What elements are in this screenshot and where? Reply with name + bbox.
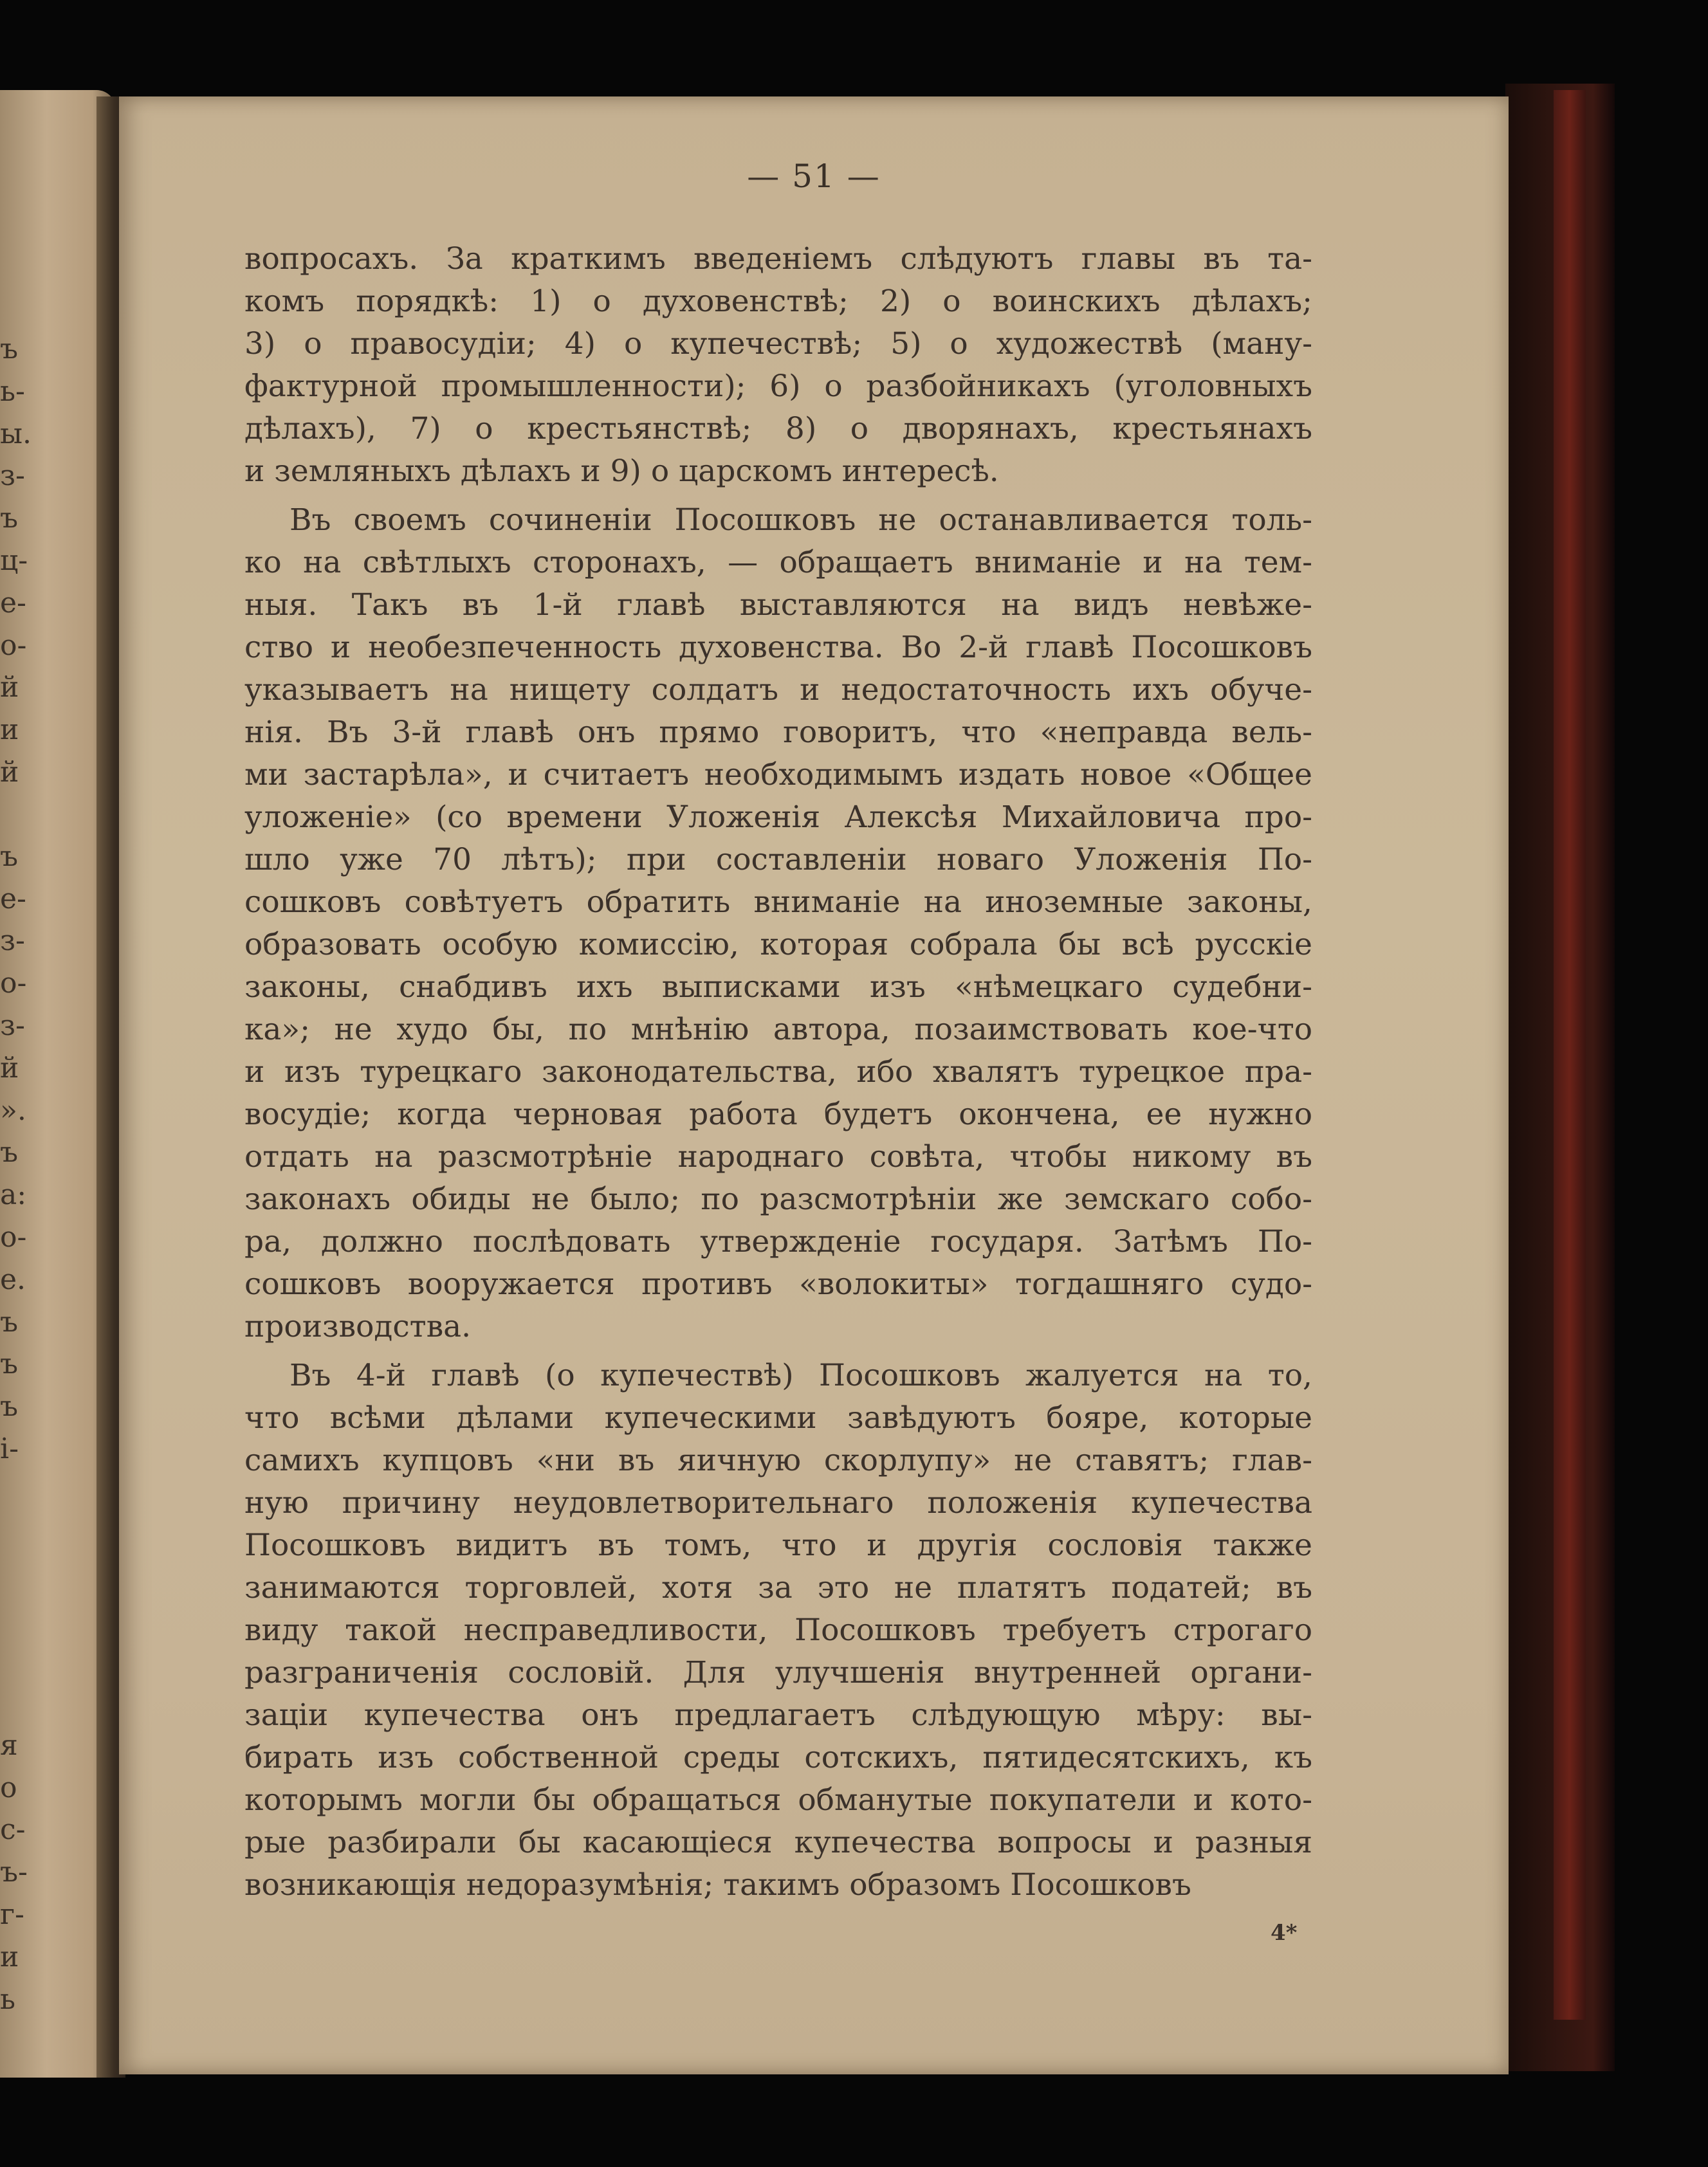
- previous-page-line-fragment: ъ: [0, 1348, 18, 1381]
- previous-page-line-fragment: о: [0, 1771, 17, 1804]
- previous-page-line-fragment: и: [0, 713, 19, 747]
- previous-page-line-fragment: ъ: [0, 1390, 18, 1423]
- previous-page-line-fragment: ъ: [0, 333, 18, 365]
- previous-page-line-fragment: г-: [0, 1897, 24, 1931]
- previous-page-line-fragment: и: [0, 1940, 19, 1973]
- text-line: что всѣми дѣлами купеческими завѣдуютъ бояре, которые: [244, 1400, 1312, 1436]
- previous-page-line-fragment: о-: [0, 967, 27, 1000]
- text-line: законахъ обиды не было; по разсмотрѣніи же земскаго собо-: [244, 1182, 1312, 1217]
- previous-page-line-fragment: й: [0, 671, 19, 704]
- previous-page-line-fragment: ъ-: [0, 1856, 28, 1889]
- previous-page-line-fragment: о-: [0, 1220, 27, 1254]
- text-line: фактурной промышленности); 6) о разбойникахъ (уголовныхъ: [244, 369, 1312, 404]
- text-line: 3) о правосудіи; 4) о купечествѣ; 5) о художествѣ (ману-: [244, 326, 1312, 361]
- text-line: сошковъ вооружается противъ «волокиты» тогдашняго судо-: [244, 1266, 1312, 1302]
- text-line: разграниченія сословій. Для улучшенія внутренней органи-: [244, 1655, 1312, 1690]
- text-line: заціи купечества онъ предлагаетъ слѣдующую мѣру: вы-: [244, 1697, 1312, 1733]
- previous-page-line-fragment: й: [0, 1051, 19, 1084]
- previous-page-line-fragment: ъ: [0, 1136, 18, 1169]
- previous-page-line-endings: [0, 328, 32, 2020]
- text-line: отдать на разсмотрѣніе народнаго совѣта, чтобы никому въ: [244, 1139, 1312, 1175]
- previous-page-line-fragment: з-: [0, 1009, 25, 1042]
- previous-page-line-fragment: с-: [0, 1813, 26, 1847]
- text-line: рые разбирали бы касающіеся купечества вопросы и разныя: [244, 1825, 1312, 1860]
- book-page: [119, 96, 1509, 2074]
- text-line: и изъ турецкаго законодательства, ибо хвалятъ турецкое пра-: [244, 1054, 1312, 1090]
- previous-page-line-fragment: е-: [0, 882, 26, 915]
- previous-page-line-fragment: з-: [0, 459, 25, 493]
- page-body-text: [244, 238, 1312, 1913]
- text-line: законы, снабдивъ ихъ выписками изъ «нѣмецкаго судебни-: [244, 969, 1312, 1005]
- text-line: восудіе; когда черновая работа будетъ окончена, ее нужно: [244, 1097, 1312, 1132]
- text-line: комъ порядкѣ: 1) о духовенствѣ; 2) о воинскихъ дѣлахъ;: [244, 284, 1312, 319]
- paragraph: [244, 238, 1312, 493]
- page-number: — 51 —: [747, 158, 881, 195]
- text-line: ство и необезпеченность духовенства. Во 2-й главѣ Посошковъ: [244, 630, 1312, 665]
- text-line: ко на свѣтлыхъ сторонахъ, — обращаетъ вниманіе и на тем-: [244, 545, 1312, 580]
- previous-page-line-fragment: ь-: [0, 374, 25, 408]
- previous-page-line-fragment: ъ: [0, 839, 18, 873]
- text-line: возникающія недоразумѣнія; такимъ образомъ Посошковъ: [244, 1867, 1191, 1903]
- text-line: ную причину неудовлетворительнаго положенія купечества: [244, 1485, 1312, 1521]
- text-line: производства.: [244, 1309, 472, 1344]
- text-line: Посошковъ видитъ въ томъ, что и другія сословія также: [244, 1528, 1312, 1563]
- text-line: нія. Въ 3-й главѣ онъ прямо говоритъ, что «неправда вель-: [244, 715, 1312, 750]
- previous-page-line-fragment: а:: [0, 1178, 27, 1212]
- previous-page-line-fragment: ц-: [0, 544, 28, 577]
- previous-page-line-fragment: і-: [0, 1432, 19, 1465]
- previous-page-line-fragment: з-: [0, 924, 25, 958]
- previous-page-line-fragment: ».: [0, 1093, 26, 1127]
- previous-page-line-fragment: ъ: [0, 1305, 18, 1339]
- text-line: виду такой несправедливости, Посошковъ требуетъ строгаго: [244, 1613, 1312, 1648]
- previous-page-line-fragment: ы.: [0, 417, 32, 450]
- text-line: дѣлахъ), 7) о крестьянствѣ; 8) о дворянахъ, крестьянахъ: [244, 411, 1312, 446]
- text-line: ра, должно послѣдовать утвержденіе государя. Затѣмъ По-: [244, 1224, 1312, 1259]
- text-line: ка»; не худо бы, по мнѣнію автора, позаимствовать кое-что: [244, 1012, 1312, 1047]
- text-line: бирать изъ собственной среды сотскихъ, пятидесятскихъ, къ: [244, 1740, 1312, 1775]
- text-line: Въ 4-й главѣ (о купечествѣ) Посошковъ жалуется на то,: [289, 1358, 1312, 1393]
- text-line: занимаются торговлей, хотя за это не платятъ податей; въ: [244, 1570, 1312, 1605]
- text-line: Въ своемъ сочиненіи Посошковъ не останавливается толь-: [289, 502, 1312, 538]
- text-line: шло уже 70 лѣтъ); при составленіи новаго Уложенія По-: [244, 842, 1312, 877]
- previous-page-line-fragment: о-: [0, 628, 27, 662]
- previous-page-line-fragment: ъ: [0, 502, 18, 535]
- previous-page-paragraph-gap: [0, 794, 26, 836]
- printer-signature-mark: 4*: [1271, 1920, 1298, 1946]
- previous-page-line-fragment: я: [0, 1728, 18, 1762]
- paragraph: [244, 1355, 1312, 1906]
- text-line: и земляныхъ дѣлахъ и 9) о царскомъ интересѣ.: [244, 453, 999, 489]
- text-line: образовать особую комиссію, которая собрала бы всѣ русскіе: [244, 927, 1312, 962]
- text-line: ныя. Такъ въ 1-й главѣ выставляются на видъ невѣже-: [244, 587, 1312, 623]
- paragraph: [244, 499, 1312, 1348]
- text-line: указываетъ на нищету солдатъ и недостаточность ихъ обуче-: [244, 672, 1312, 708]
- previous-page-line-fragment: й: [0, 755, 19, 789]
- previous-page-line-fragment: е-: [0, 586, 26, 619]
- text-line: ми застарѣла», и считаетъ необходимымъ издать новое «Общее: [244, 757, 1312, 792]
- book-binding-edge: [1554, 90, 1586, 2020]
- text-line: которымъ могли бы обращаться обманутые покупатели и кото-: [244, 1782, 1312, 1818]
- previous-page-blank-gap: [0, 1470, 26, 1724]
- text-line: самихъ купцовъ «ни въ яичную скорлупу» не ставятъ; глав-: [244, 1443, 1312, 1478]
- previous-page-line-fragment: ь: [0, 1982, 15, 2016]
- text-line: вопросахъ. За краткимъ введеніемъ слѣдуютъ главы въ та-: [244, 241, 1312, 277]
- text-line: сошковъ совѣтуетъ обратить вниманіе на иноземные законы,: [244, 884, 1312, 920]
- previous-page-line-fragment: е.: [0, 1263, 26, 1296]
- text-line: уложеніе» (со времени Уложенія Алексѣя Михайловича про-: [244, 800, 1312, 835]
